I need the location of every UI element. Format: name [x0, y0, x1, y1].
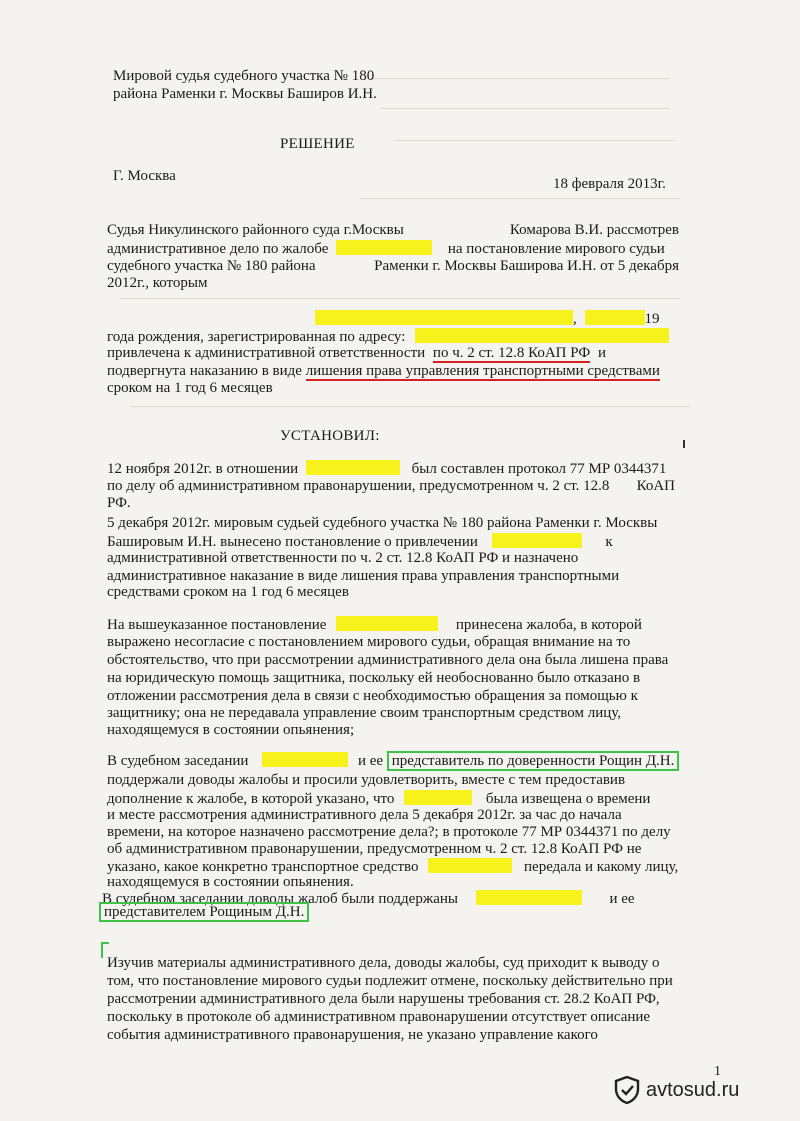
intro-line: [107, 222, 679, 239]
intro-line: 2012г., которым: [107, 275, 208, 291]
representative-highlight: представитель по доверенности Рощин Д.Н.: [387, 751, 680, 771]
text: к: [605, 534, 613, 550]
text: года рождения, зарегистрированная по адресу:: [107, 329, 406, 345]
p5-line: том, что постановление мирового судьи подлежит отмене, поскольку действительно при: [107, 973, 673, 989]
bleed-through: [360, 198, 680, 199]
p4-line: поддержали доводы жалобы и просили удовлетворить, вместе с тем предоставив: [107, 772, 626, 788]
p2-line: средствами сроком на 1 год 6 месяцев: [107, 584, 349, 600]
p3-line: находящемуся в состоянии опьянения;: [107, 722, 355, 738]
defendant-line: [107, 328, 669, 346]
p4-line: [107, 790, 650, 808]
text: принесена жалоба, в которой: [455, 617, 642, 633]
text: Башировым И.Н. вынесено постановление о привлечении: [107, 534, 478, 550]
text: по делу об административном правонарушении, предусмотренном ч. 2 ст. 12.8: [107, 478, 610, 494]
defendant-line: [315, 310, 660, 328]
p1-line: [107, 478, 675, 495]
text: передала и какому лицу,: [524, 859, 679, 875]
text: был составлен протокол 77 МР 0344371: [411, 461, 667, 477]
text: КоАП: [636, 478, 675, 494]
city: Г. Москва: [113, 168, 176, 184]
representative-highlight: представителем Рощиным Д.Н.: [99, 902, 309, 922]
p2-line: [107, 533, 673, 551]
bleed-through: [120, 298, 680, 299]
p4-line: и месте рассмотрения административного дела 5 декабря 2012г. за час до начала: [107, 807, 622, 823]
p3-line: [107, 616, 642, 634]
bleed-through: [130, 406, 690, 407]
p3-line: защитнику; она не передавала управление своим транспортным средством лицу,: [107, 705, 622, 721]
redacted-name: [336, 240, 432, 255]
defendant-line: сроком на 1 год 6 месяцев: [107, 380, 273, 396]
text: ,: [573, 311, 577, 327]
redacted-address: [415, 328, 669, 343]
page-number: 1: [714, 1064, 721, 1079]
text: На вышеуказанное постановление: [107, 617, 327, 633]
text: и ее: [609, 891, 635, 907]
text: и ее: [357, 753, 384, 769]
text: В судебном заседании доводы жалоб были поддержаны: [102, 891, 458, 907]
defendant-line: [107, 363, 660, 380]
redacted-name: [404, 790, 472, 805]
p1-line: РФ.: [107, 495, 131, 511]
p2-line: административной ответственности по ч. 2 ст. 12.8 КоАП РФ и назначено: [107, 550, 579, 566]
p4-line: [99, 904, 309, 921]
p3-line: выражено несогласие с постановлением мирового судьи, обращая внимание на то: [107, 634, 631, 650]
p3-line: отложении рассмотрения дела в связи с необходимостью обращения за помощью к: [107, 688, 638, 704]
p4-line: времени, на которое назначено рассмотрение дела?; в протоколе 77 МР 0344371 по делу: [107, 824, 671, 840]
bleed-through: [380, 108, 670, 109]
text: административное дело по жалобе: [107, 241, 329, 257]
p2-line: 5 декабря 2012г. мировым судьей судебного участка № 180 района Раменки г. Москвы: [107, 515, 658, 531]
intro-line: [107, 240, 665, 258]
redacted-birthdate: [585, 310, 645, 325]
p5-line: рассмотрении административного дела были нарушены требования ст. 28.2 КоАП РФ,: [107, 991, 660, 1007]
mark: [683, 440, 685, 448]
defendant-line: [107, 345, 683, 362]
p4-line: [107, 752, 679, 770]
p5-line: события административного правонарушения, не указано управление какого: [107, 1027, 598, 1043]
intro-line: [107, 258, 679, 275]
redacted-name: [492, 533, 582, 548]
p3-line: обстоятельство, что при рассмотрении административного дела она была лишена права: [107, 652, 669, 668]
text: привлечена к административной ответственности: [107, 345, 426, 361]
shield-icon: [614, 1076, 640, 1104]
redacted-name: [476, 890, 582, 905]
p3-line: на юридическую помощь защитника, поскольку ей необоснованно было отказано в: [107, 670, 641, 686]
redacted-name: [306, 460, 400, 475]
text: Комарова В.И. рассмотрев: [509, 222, 679, 238]
court-header-line1: Мировой судья судебного участка № 180: [113, 68, 375, 84]
watermark-text: avtosud.ru: [646, 1078, 740, 1101]
text: на постановление мирового судьи: [447, 241, 665, 257]
underlined-penalty: лишения права управления транспортными средствами: [305, 363, 660, 379]
text: В судебном заседании: [107, 753, 249, 769]
watermark-logo: [614, 1076, 739, 1104]
text: 12 ноября 2012г. в отношении: [107, 461, 299, 477]
redacted-name: [336, 616, 438, 631]
text: подвергнута наказанию в виде: [107, 363, 302, 379]
underlined-article: по ч. 2 ст. 12.8 КоАП РФ: [432, 345, 591, 361]
document-date: 18 февраля 2013г.: [553, 176, 666, 192]
text: дополнение к жалобе, в которой указано, что: [107, 791, 395, 807]
text: указано, какое конкретно транспортное средство: [107, 859, 419, 875]
court-header-line2: района Раменки г. Москвы Баширов И.Н.: [113, 86, 377, 102]
text: была извещена о времени: [485, 791, 651, 807]
section-heading: УСТАНОВИЛ:: [280, 428, 380, 444]
p4-line: находящемуся в состоянии опьянения.: [107, 874, 354, 890]
redacted-name: [315, 310, 573, 325]
p2-line: административное наказание в виде лишения права управления транспортными: [107, 568, 620, 584]
text: Судья Никулинского районного суда г.Москвы: [107, 222, 404, 238]
p4-line: об административном правонарушении, предусмотренном ч. 2 ст. 12.8 КоАП РФ не: [107, 841, 642, 857]
redacted-name: [262, 752, 348, 767]
text: и: [597, 345, 606, 361]
p5-line: Изучив материалы административного дела, доводы жалобы, суд приходит к выводу о: [107, 955, 660, 971]
text: Раменки г. Москвы Баширова И.Н. от 5 декабря: [374, 258, 679, 274]
text: судебного участка № 180 района: [107, 258, 316, 274]
bleed-through: [395, 140, 675, 141]
text: 19: [644, 311, 660, 327]
redacted-vehicle: [428, 858, 512, 873]
document-title: РЕШЕНИЕ: [280, 136, 355, 152]
bleed-through: [370, 78, 670, 79]
p5-line: поскольку в протоколе об административном правонарушении отсутствует описание: [107, 1009, 651, 1025]
p1-line: [107, 460, 666, 478]
